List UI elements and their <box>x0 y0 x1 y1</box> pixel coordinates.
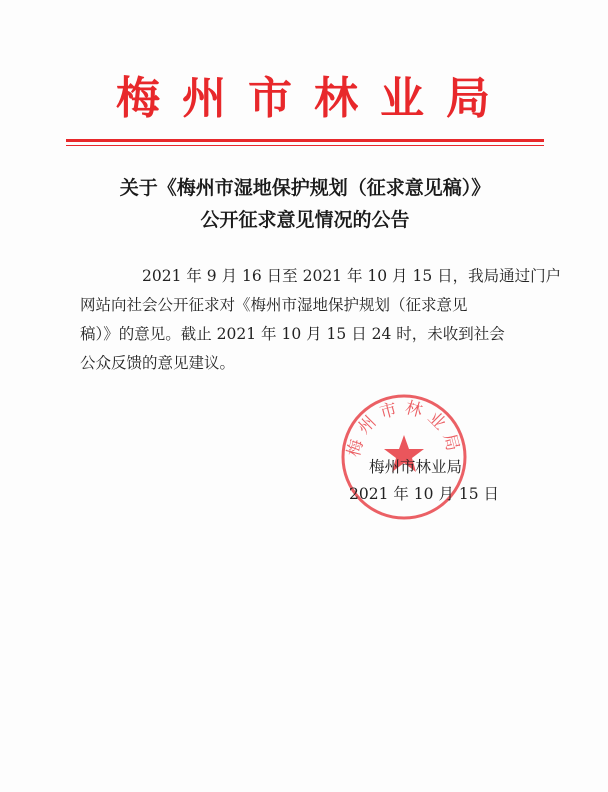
seal-text: 梅州市林业局 <box>344 397 464 459</box>
masthead-rule-thick <box>66 139 544 142</box>
signature-org: 梅州市林业局 <box>369 458 463 476</box>
body-line-4: 公众反馈的意见建议。 <box>80 354 236 372</box>
title-line-2: 公开征求意见情况的公告 <box>200 209 410 231</box>
body-line-2: 网站向社会公开征求对《梅州市湿地保护规划（征求意见 <box>80 296 468 314</box>
body-line-1: 2021 年 9 月 16 日至 2021 年 10 月 15 日，我局通过门户 <box>142 267 562 285</box>
masthead-org-name: 梅州市林业局 <box>116 73 512 124</box>
body-line-3: 稿）》的意见。截止 2021 年 10 月 15 日 24 时，未收到社会 <box>80 325 505 343</box>
announcement-title <box>60 172 550 236</box>
title-line-1: 关于《梅州市湿地保护规划（征求意见稿）》 <box>119 177 491 199</box>
signature-date: 2021 年 10 月 15 日 <box>349 485 500 503</box>
announcement-body <box>80 262 562 378</box>
masthead-rule-thin <box>66 145 544 146</box>
